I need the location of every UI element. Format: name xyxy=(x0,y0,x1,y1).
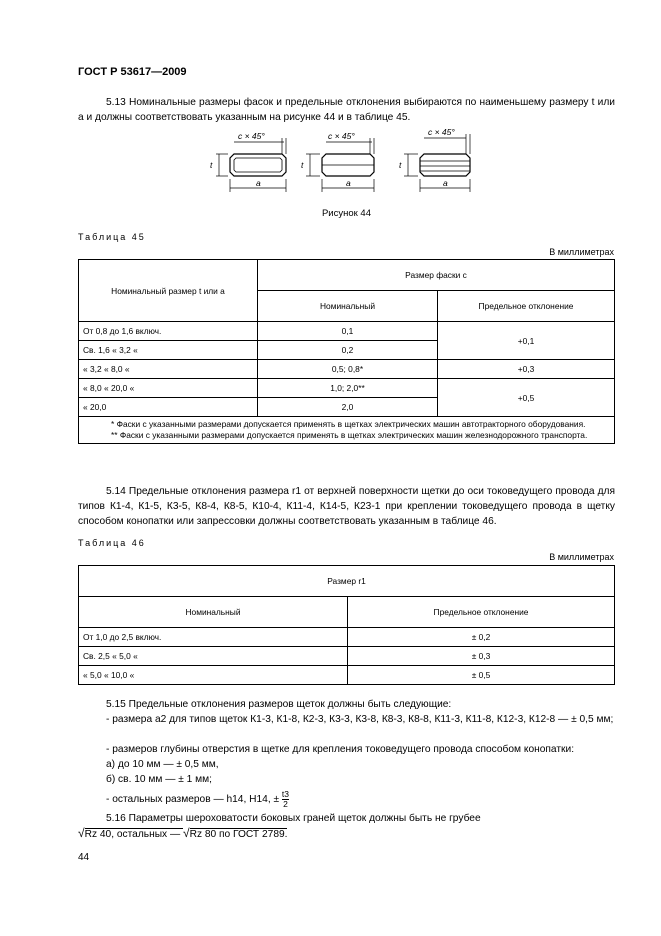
table-46-caption: Таблица 46 xyxy=(78,538,146,548)
table-45 xyxy=(78,259,615,444)
table-row-size: Св. 2,5 « 5,0 « xyxy=(79,647,348,666)
table-45-header-tolerance: Предельное отклонение xyxy=(438,291,615,322)
table-row-tolerance: +0,3 xyxy=(438,360,615,379)
table-row-tolerance: ± 0,3 xyxy=(348,647,615,666)
table-row-size: « 20,0 xyxy=(79,398,258,417)
fraction xyxy=(282,790,289,809)
table-row-nominal: 1,0; 2,0** xyxy=(258,379,438,398)
paragraph-5-16-line-2 xyxy=(78,826,287,840)
table-row-size: « 5,0 « 10,0 « xyxy=(79,666,348,685)
page-number: 44 xyxy=(78,852,90,863)
paragraph-5-15: 5.15 Предельные отклонения размеров щеток должны быть следующие: xyxy=(106,699,452,710)
chamfer-label-3: c × 45° xyxy=(428,127,455,137)
dim-t-3: t xyxy=(399,160,402,170)
dim-a-1: a xyxy=(256,178,261,188)
table-row-size: « 8,0 « 20,0 « xyxy=(79,379,258,398)
paragraph-5-15-e-text: - остальных размеров — h14, H14, ± xyxy=(106,794,280,806)
table-row-size: От 1,0 до 2,5 включ. xyxy=(79,628,348,647)
table-46-header-tolerance: Предельное отклонение xyxy=(348,597,615,628)
roughness-value-1: Rz 40, остальных — xyxy=(84,829,183,840)
document-header: ГОСТ Р 53617—2009 xyxy=(78,66,187,78)
table-row-nominal: 2,0 xyxy=(258,398,438,417)
table-row-nominal: 0,2 xyxy=(258,341,438,360)
paragraph-5-14: 5.14 Предельные отклонения размера r1 от верхней поверхности щетки до оси токоведущего провода для типов К1-4, К1-5, К3-5, К8-4, К8-5, К10-4, К11-4, К14-5, К23-1 при креплении токоведущего провода в щетку способом конопатки или запрессовки должны соответствовать указанным в таблице 46. xyxy=(78,486,615,527)
fraction-denominator: 2 xyxy=(283,799,288,809)
table-45-header-group: Размер фаски c xyxy=(258,260,615,291)
table-row-tolerance: +0,1 xyxy=(438,322,615,360)
table-45-note-2: ** Фаски с указанными размерами допускается применять в щетках электрических машин железнодорожного транспорта. xyxy=(111,430,588,440)
figure-44-diagram xyxy=(200,124,490,204)
table-row-tolerance: +0,5 xyxy=(438,379,615,417)
sqrt-symbol-2: √ xyxy=(183,826,190,840)
table-45-header-size: Номинальный размер t или a xyxy=(79,260,258,322)
paragraph-5-15-e xyxy=(106,790,289,809)
sqrt-symbol-1: √ xyxy=(78,826,85,840)
dim-t-2: t xyxy=(301,160,304,170)
paragraph-5-16: 5.16 Параметры шероховатости боковых граней щеток должны быть не грубее xyxy=(106,813,481,824)
table-row-size: От 0,8 до 1,6 включ. xyxy=(79,322,258,341)
table-row-tolerance: ± 0,5 xyxy=(348,666,615,685)
table-45-header-nominal: Номинальный xyxy=(258,291,438,322)
dim-a-3: a xyxy=(443,178,448,188)
table-45-caption: Таблица 45 xyxy=(78,232,146,242)
table-row-tolerance: ± 0,2 xyxy=(348,628,615,647)
dim-a-2: a xyxy=(346,178,351,188)
dim-t-1: t xyxy=(210,160,213,170)
table-45-note-1: * Фаски с указанными размерами допускается применять в щетках электрических машин автотракторного оборудования. xyxy=(111,419,586,429)
table-46-header-group: Размер r1 xyxy=(79,566,615,597)
table-row-nominal: 0,5; 0,8* xyxy=(258,360,438,379)
chamfer-label-1: c × 45° xyxy=(238,131,265,141)
roughness-value-2: Rz 80 по ГОСТ 2789. xyxy=(189,829,288,840)
table-row-nominal: 0,1 xyxy=(258,322,438,341)
paragraph-5-13: 5.13 Номинальные размеры фасок и предельные отклонения выбираются по наименьшему размеру t или a и должны соответствовать указанным на рисунке 44 и в таблице 45. xyxy=(78,97,615,123)
chamfer-label-2: c × 45° xyxy=(328,131,355,141)
table-46-header-nominal: Номинальный xyxy=(79,597,348,628)
table-row-size: Св. 1,6 « 3,2 « xyxy=(79,341,258,360)
table-45-notes xyxy=(79,417,615,444)
fraction-numerator: t3 xyxy=(281,789,290,799)
table-46-units: В миллиметрах xyxy=(549,552,614,562)
table-46 xyxy=(78,565,615,685)
table-45-units: В миллиметрах xyxy=(549,247,614,257)
paragraph-5-15-d: б) св. 10 мм — ± 1 мм; xyxy=(106,774,212,785)
figure-caption: Рисунок 44 xyxy=(321,208,372,219)
table-row-size: « 3,2 « 8,0 « xyxy=(79,360,258,379)
paragraph-5-15-b: - размеров глубины отверстия в щетке для крепления токоведущего провода способом конопатки: xyxy=(106,744,575,755)
paragraph-5-15-a: - размера a2 для типов щеток К1-3, К1-8, К2-3, К3-3, К3-8, К8-3, К8-8, К11-3, К11-8, К12-3, К12-8 — ± 0,5 мм; xyxy=(106,714,614,725)
paragraph-5-15-c: а) до 10 мм — ± 0,5 мм, xyxy=(106,759,219,770)
